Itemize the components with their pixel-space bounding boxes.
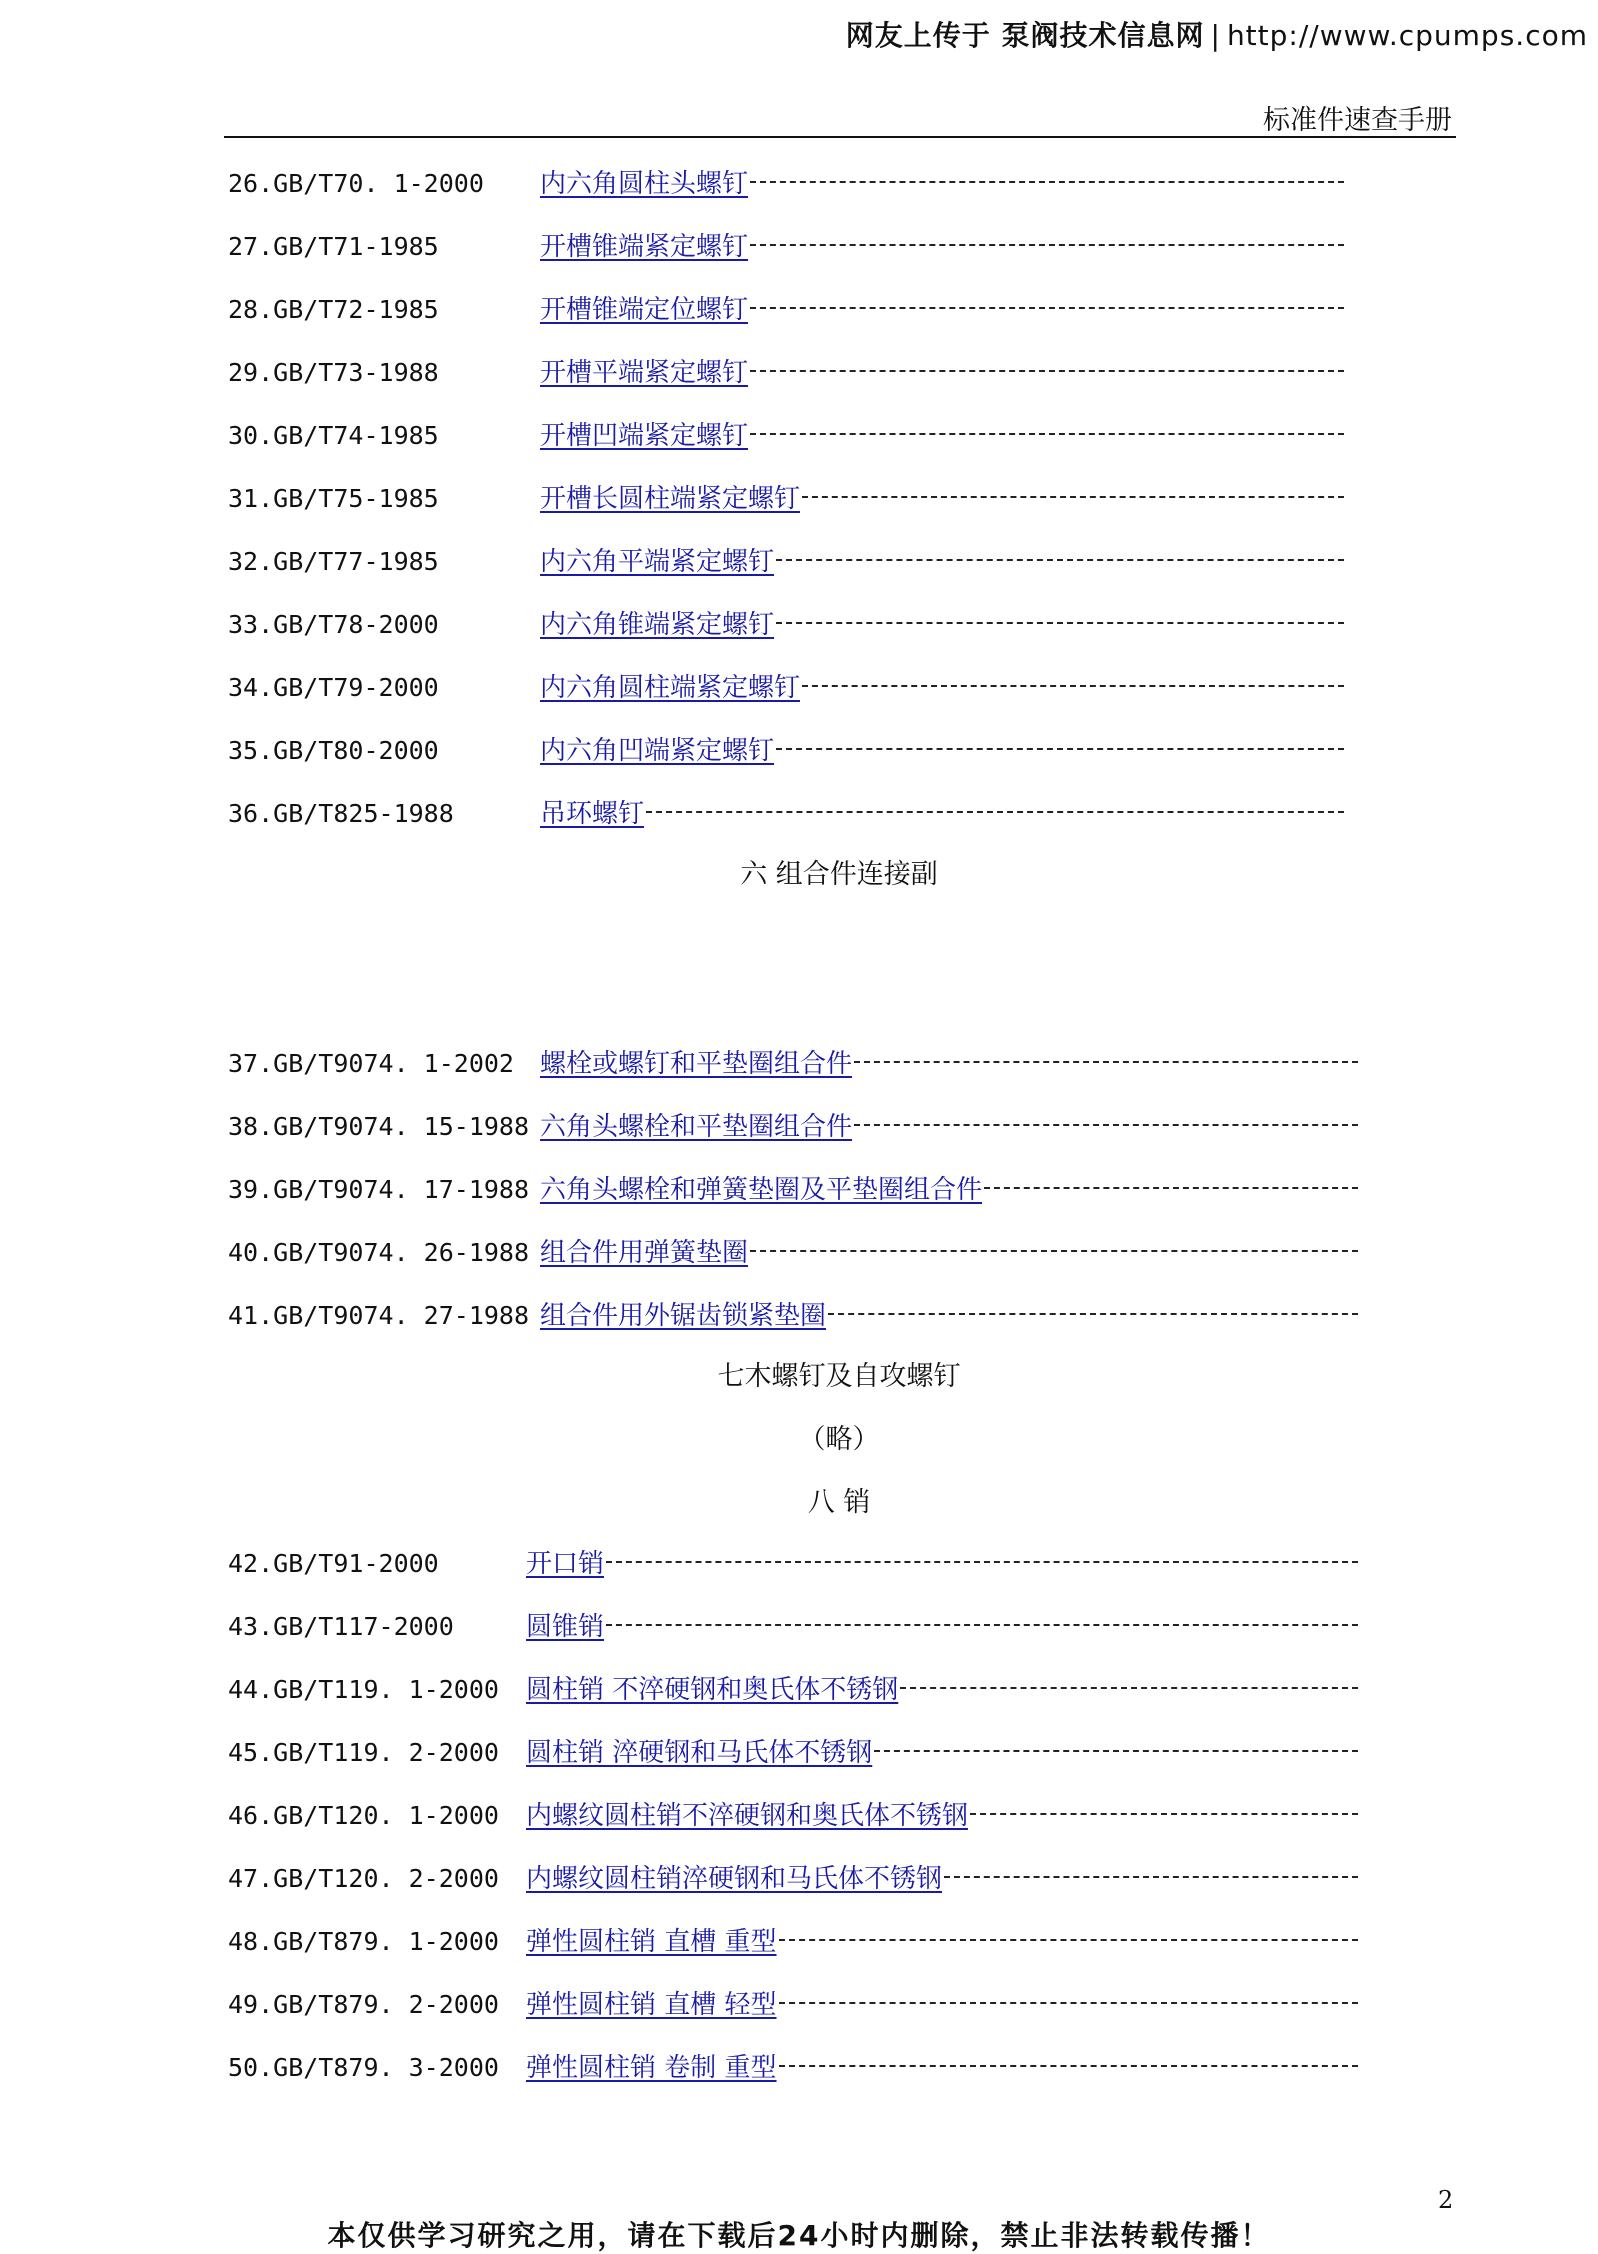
standard-code: 43.GB/T117-2000: [228, 1612, 454, 1641]
leader-line: [970, 1813, 1358, 1815]
toc-link[interactable]: 内六角圆柱端紧定螺钉: [540, 673, 801, 703]
toc-entry: [228, 164, 1368, 204]
leader-line: [854, 1124, 1358, 1126]
section-7-note: （略）: [798, 1424, 880, 1455]
toc-link[interactable]: 吊环螺钉: [540, 799, 645, 829]
toc-link[interactable]: 圆锥销: [526, 1612, 605, 1642]
toc-entry: [228, 416, 1368, 456]
toc-entry: [228, 2048, 1368, 2088]
toc-link[interactable]: 圆柱销 不淬硬钢和奥氏体不锈钢: [526, 1675, 899, 1705]
standard-code: 31.GB/T75-1985: [228, 484, 439, 513]
toc-entry: [228, 1607, 1368, 1647]
header-rule: [224, 136, 1456, 138]
leader-line: [750, 307, 1344, 309]
leader-line: [750, 244, 1344, 246]
toc-link[interactable]: 组合件用弹簧垫圈: [540, 1238, 749, 1268]
toc-entry: [228, 1296, 1368, 1336]
toc-link[interactable]: 六角头螺栓和弹簧垫圈及平垫圈组合件: [540, 1175, 983, 1205]
toc-entry: [228, 668, 1368, 708]
leader-line: [779, 2002, 1358, 2004]
toc-link[interactable]: 内螺纹圆柱销淬硬钢和马氏体不锈钢: [526, 1864, 943, 1894]
standard-code: 42.GB/T91-2000: [228, 1549, 439, 1578]
toc-entry: [228, 1233, 1368, 1273]
standard-code: 32.GB/T77-1985: [228, 547, 439, 576]
leader-line: [776, 748, 1344, 750]
toc-entry: [228, 1170, 1368, 1210]
standard-code: 34.GB/T79-2000: [228, 673, 439, 702]
toc-link[interactable]: 六角头螺栓和平垫圈组合件: [540, 1112, 853, 1142]
toc-entry: [228, 1544, 1368, 1584]
standard-code: 49.GB/T879. 2-2000: [228, 1990, 499, 2019]
leader-line: [750, 370, 1344, 372]
toc-entry: [228, 1670, 1368, 1710]
leader-line: [750, 1250, 1358, 1252]
leader-line: [874, 1750, 1358, 1752]
standard-code: 47.GB/T120. 2-2000: [228, 1864, 499, 1893]
toc-link[interactable]: 开口销: [526, 1549, 605, 1579]
toc-link[interactable]: 开槽凹端紧定螺钉: [540, 421, 749, 451]
standard-code: 37.GB/T9074. 1-2002: [228, 1049, 514, 1078]
toc-link[interactable]: 内六角平端紧定螺钉: [540, 547, 775, 577]
standard-code: 48.GB/T879. 1-2000: [228, 1927, 499, 1956]
leader-line: [802, 685, 1344, 687]
leader-line: [984, 1187, 1358, 1189]
standard-code: 27.GB/T71-1985: [228, 232, 439, 261]
standard-code: 39.GB/T9074. 17-1988: [228, 1175, 530, 1204]
leader-line: [750, 181, 1344, 183]
leader-line: [802, 496, 1344, 498]
toc-link[interactable]: 开槽锥端定位螺钉: [540, 295, 749, 325]
standard-code: 28.GB/T72-1985: [228, 295, 439, 324]
leader-line: [779, 1939, 1358, 1941]
toc-link[interactable]: 弹性圆柱销 直槽 重型: [526, 1927, 777, 1957]
banner-source: 网友上传于 泵阀技术信息网: [845, 19, 1205, 52]
toc-link[interactable]: 螺栓或螺钉和平垫圈组合件: [540, 1049, 853, 1079]
toc-entry: [228, 227, 1368, 267]
standard-code: 41.GB/T9074. 27-1988: [228, 1301, 530, 1330]
footer-note: 本仅供学习研究之用，请在下载后24小时内删除，禁止非法转载传播！: [327, 2219, 1271, 2252]
banner-separator: |: [1210, 19, 1221, 52]
site-banner: [846, 14, 1588, 54]
toc-link[interactable]: 弹性圆柱销 卷制 重型: [526, 2053, 777, 2083]
toc-link[interactable]: 内六角圆柱头螺钉: [540, 169, 749, 199]
toc-link[interactable]: 组合件用外锯齿锁紧垫圈: [540, 1301, 827, 1331]
standard-code: 26.GB/T70. 1-2000: [228, 169, 484, 198]
standard-code: 50.GB/T879. 3-2000: [228, 2053, 499, 2082]
toc-entry: [228, 1859, 1368, 1899]
standard-code: 40.GB/T9074. 26-1988: [228, 1238, 530, 1267]
standard-code: 33.GB/T78-2000: [228, 610, 439, 639]
banner-url[interactable]: http://www.cpumps.com: [1226, 19, 1588, 52]
leader-line: [646, 811, 1344, 813]
toc-entry: [228, 542, 1368, 582]
toc-entry: [228, 731, 1368, 771]
toc-entry: [228, 605, 1368, 645]
section-8-title: 八 销: [807, 1487, 871, 1518]
toc-entry: [228, 1922, 1368, 1962]
toc-entry: [228, 479, 1368, 519]
toc-entry: [228, 1985, 1368, 2025]
leader-line: [779, 2065, 1358, 2067]
toc-entry: [228, 1107, 1368, 1147]
leader-line: [828, 1313, 1358, 1315]
section-7-title: 七木螺钉及自攻螺钉: [717, 1361, 961, 1392]
toc-entry: [228, 1044, 1368, 1084]
leader-line: [750, 433, 1344, 435]
standard-code: 38.GB/T9074. 15-1988: [228, 1112, 530, 1141]
leader-line: [854, 1061, 1358, 1063]
standard-code: 30.GB/T74-1985: [228, 421, 439, 450]
leader-line: [606, 1561, 1358, 1563]
standard-code: 29.GB/T73-1988: [228, 358, 439, 387]
toc-link[interactable]: 弹性圆柱销 直槽 轻型: [526, 1990, 777, 2020]
toc-entry: [228, 290, 1368, 330]
toc-entry: [228, 1733, 1368, 1773]
leader-line: [900, 1687, 1358, 1689]
standard-code: 35.GB/T80-2000: [228, 736, 439, 765]
toc-link[interactable]: 开槽长圆柱端紧定螺钉: [540, 484, 801, 514]
toc-link[interactable]: 圆柱销 淬硬钢和马氏体不锈钢: [526, 1738, 873, 1768]
toc-link[interactable]: 内螺纹圆柱销不淬硬钢和奥氏体不锈钢: [526, 1801, 969, 1831]
leader-line: [606, 1624, 1358, 1626]
toc-link[interactable]: 内六角锥端紧定螺钉: [540, 610, 775, 640]
toc-entry: [228, 794, 1368, 834]
toc-link[interactable]: 内六角凹端紧定螺钉: [540, 736, 775, 766]
standard-code: 44.GB/T119. 1-2000: [228, 1675, 499, 1704]
page-header-title: 标准件速查手册: [1263, 105, 1452, 136]
leader-line: [776, 622, 1344, 624]
toc-link[interactable]: 开槽平端紧定螺钉: [540, 358, 749, 388]
leader-line: [776, 559, 1344, 561]
page-number: 2: [1438, 2186, 1454, 2214]
toc-entry: [228, 1796, 1368, 1836]
standard-code: 46.GB/T120. 1-2000: [228, 1801, 499, 1830]
toc-entry: [228, 353, 1368, 393]
leader-line: [944, 1876, 1358, 1878]
standard-code: 45.GB/T119. 2-2000: [228, 1738, 499, 1767]
standard-code: 36.GB/T825-1988: [228, 799, 454, 828]
section-6-title: 六 组合件连接副: [740, 859, 938, 890]
toc-link[interactable]: 开槽锥端紧定螺钉: [540, 232, 749, 262]
